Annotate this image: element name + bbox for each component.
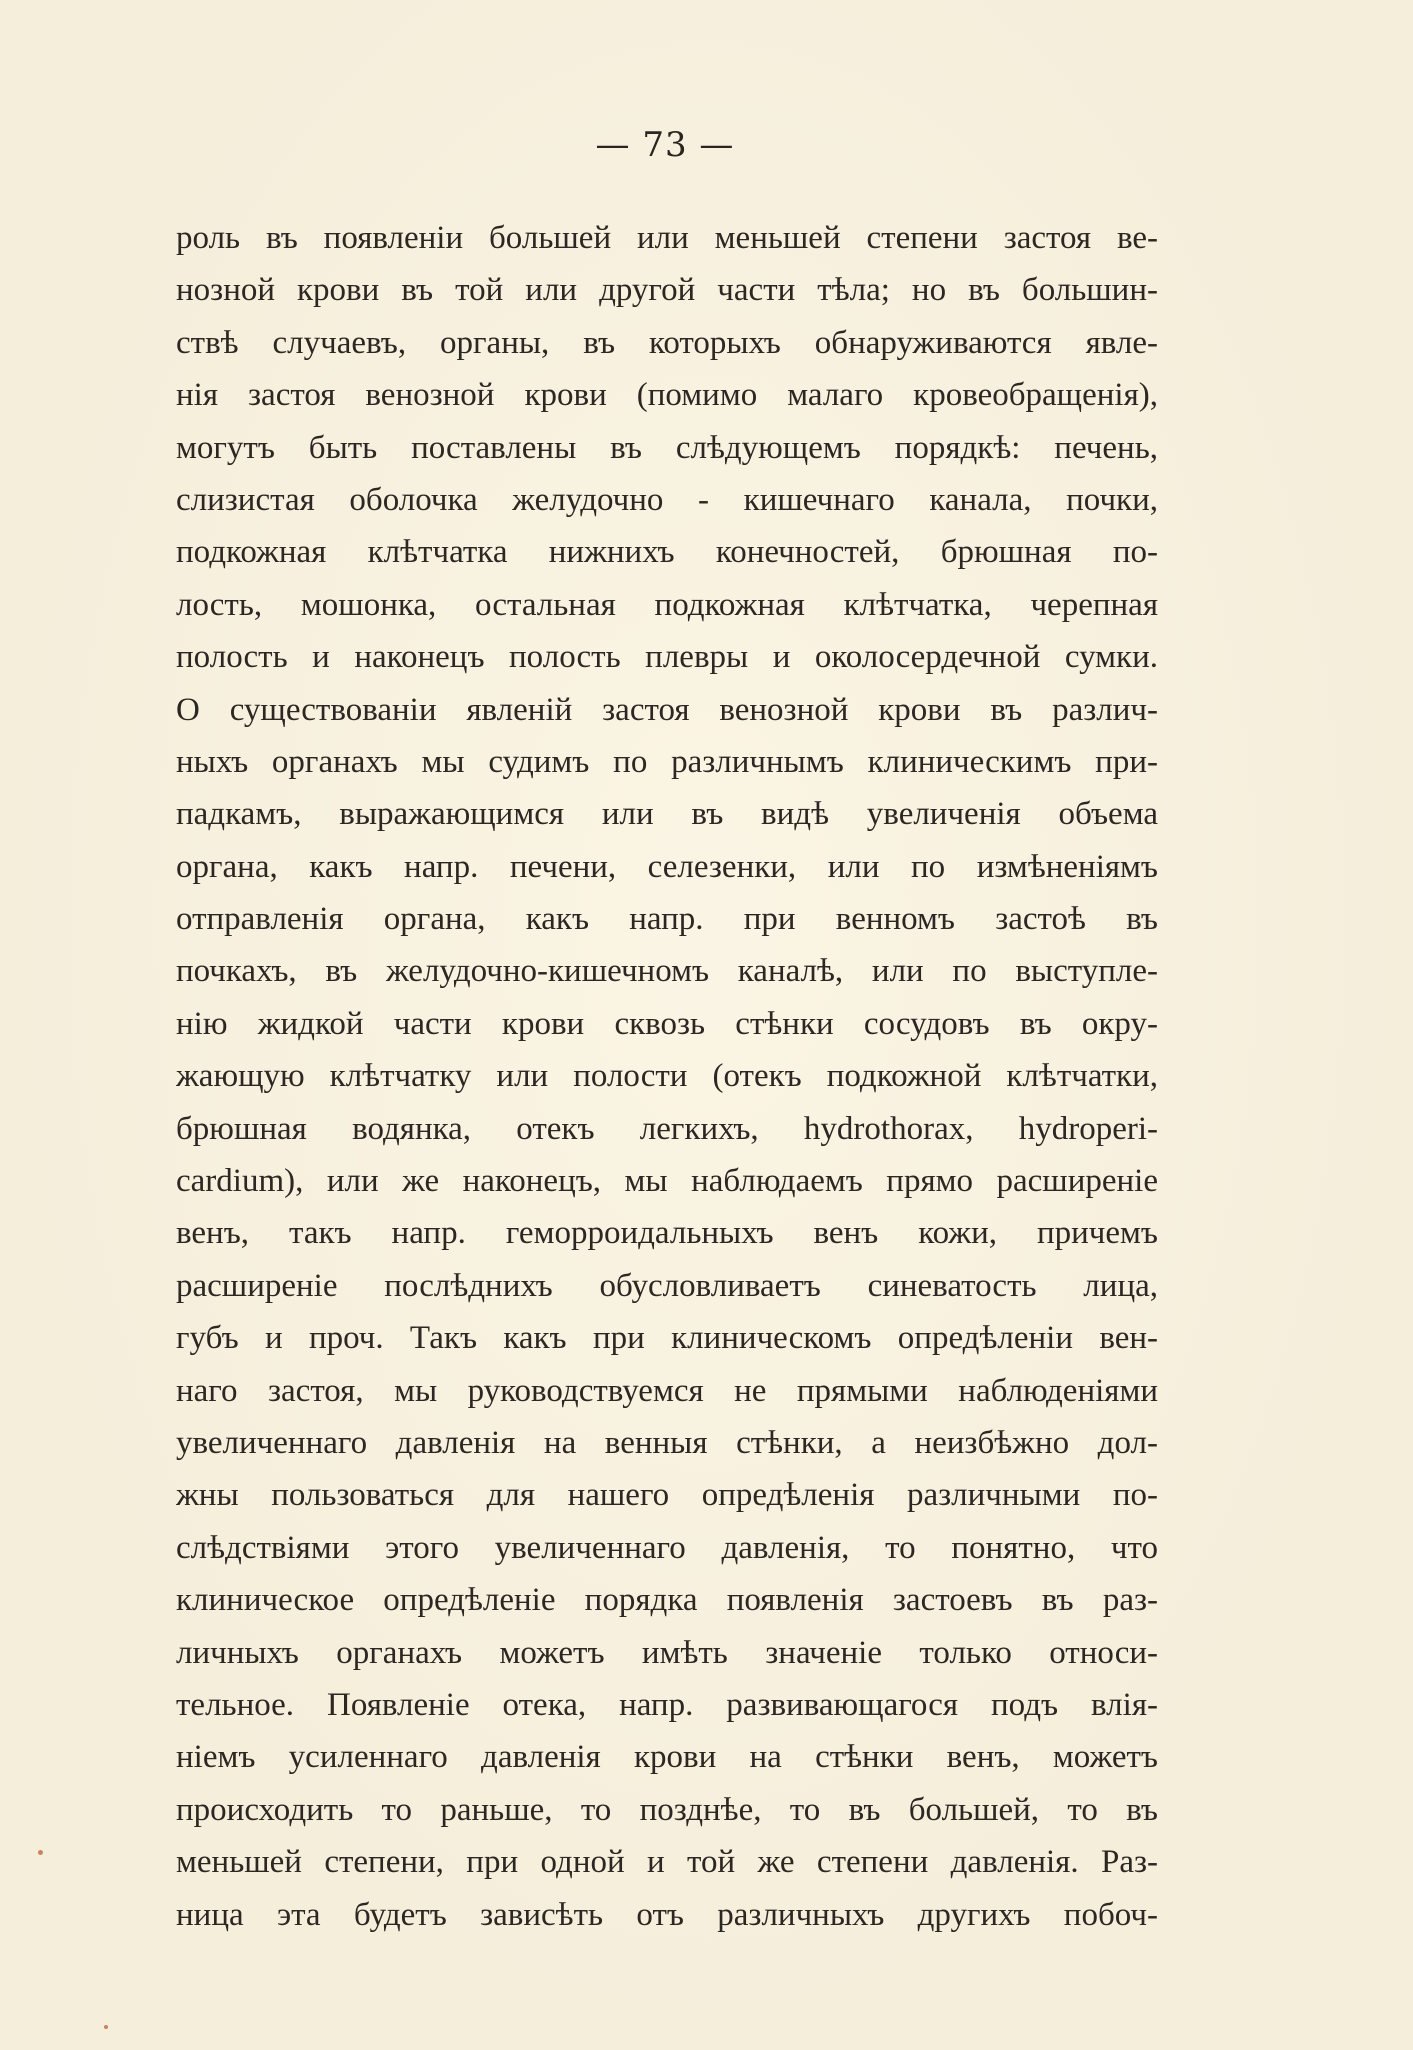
text-line: могутъ быть поставлены въ слѣдующемъ порядкѣ: печень, xyxy=(176,429,1158,466)
paper-speck xyxy=(104,2025,108,2029)
text-line: клиническое опредѣленіе порядка появленія застоевъ въ раз- xyxy=(176,1582,1158,1619)
text-line: тельное. Появленіе отека, напр. развивающагося подъ влія- xyxy=(176,1686,1158,1723)
text-line: подкожная клѣтчатка нижнихъ конечностей, брюшная по- xyxy=(176,534,1158,571)
text-line: О существованіи явленій застоя венозной крови въ различ- xyxy=(176,691,1158,728)
text-line: губъ и проч. Такъ какъ при клиническомъ опредѣленіи вен- xyxy=(176,1320,1158,1357)
text-line: жны пользоваться для нашего опредѣленія различными по- xyxy=(176,1477,1158,1514)
text-line: ствѣ случаевъ, органы, въ которыхъ обнаруживаются явле- xyxy=(176,324,1158,361)
text-line: личныхъ органахъ можетъ имѣть значеніе только относи- xyxy=(176,1634,1158,1671)
text-line: почкахъ, въ желудочно-кишечномъ каналѣ, или по выступле- xyxy=(176,953,1158,990)
text-line: венъ, такъ напр. геморроидальныхъ венъ кожи, причемъ xyxy=(176,1215,1158,1252)
text-line: нозной крови въ той или другой части тѣла; но въ большин- xyxy=(176,272,1158,309)
paper-speck xyxy=(38,1850,43,1855)
text-line: нія застоя венозной крови (помимо малаго кровеобращенія), xyxy=(176,377,1158,414)
text-line: увеличеннаго давленія на венныя стѣнки, а неизбѣжно дол- xyxy=(176,1424,1158,1461)
text-line: падкамъ, выражающимся или въ видѣ увеличенія объема xyxy=(176,796,1158,833)
text-line: органа, какъ напр. печени, селезенки, или по измѣненіямъ xyxy=(176,848,1158,885)
text-line: брюшная водянка, отекъ легкихъ, hydrothorax, hydroperi- xyxy=(176,1110,1158,1147)
text-line: ница эта будетъ зависѣть отъ различныхъ другихъ побоч- xyxy=(176,1896,1158,1933)
text-line: лость, мошонка, остальная подкожная клѣтчатка, черепная xyxy=(176,586,1158,623)
text-line: слизистая оболочка желудочно - кишечнаго канала, почки, xyxy=(176,481,1158,518)
text-line: жающую клѣтчатку или полости (отекъ подкожной клѣтчатки, xyxy=(176,1058,1158,1095)
text-line: ныхъ органахъ мы судимъ по различнымъ клиническимъ при- xyxy=(176,743,1158,780)
text-line: меньшей степени, при одной и той же степени давленія. Раз- xyxy=(176,1844,1158,1881)
text-line: роль въ появленіи большей или меньшей степени застоя ве- xyxy=(176,220,1158,256)
page-number: — 73 — xyxy=(595,125,735,165)
text-line: происходить то раньше, то позднѣе, то въ большей, то въ xyxy=(176,1791,1158,1828)
text-line: слѣдствіями этого увеличеннаго давленія, то понятно, что xyxy=(176,1529,1158,1566)
text-line: ніемъ усиленнаго давленія крови на стѣнки венъ, можетъ xyxy=(176,1739,1158,1776)
text-line: cardium), или же наконецъ, мы наблюдаемъ прямо расширеніе xyxy=(176,1163,1158,1200)
text-line: полость и наконецъ полость плевры и околосердечной сумки. xyxy=(176,639,1158,676)
text-line: нію жидкой части крови сквозь стѣнки сосудовъ въ окру- xyxy=(176,1005,1158,1042)
text-line: наго застоя, мы руководствуемся не прямыми наблюденіями xyxy=(176,1372,1158,1409)
text-line: расширеніе послѣднихъ обусловливаетъ синеватость лица, xyxy=(176,1267,1158,1304)
body-text xyxy=(176,212,1158,1941)
text-line: отправленія органа, какъ напр. при венномъ застоѣ въ xyxy=(176,901,1158,938)
